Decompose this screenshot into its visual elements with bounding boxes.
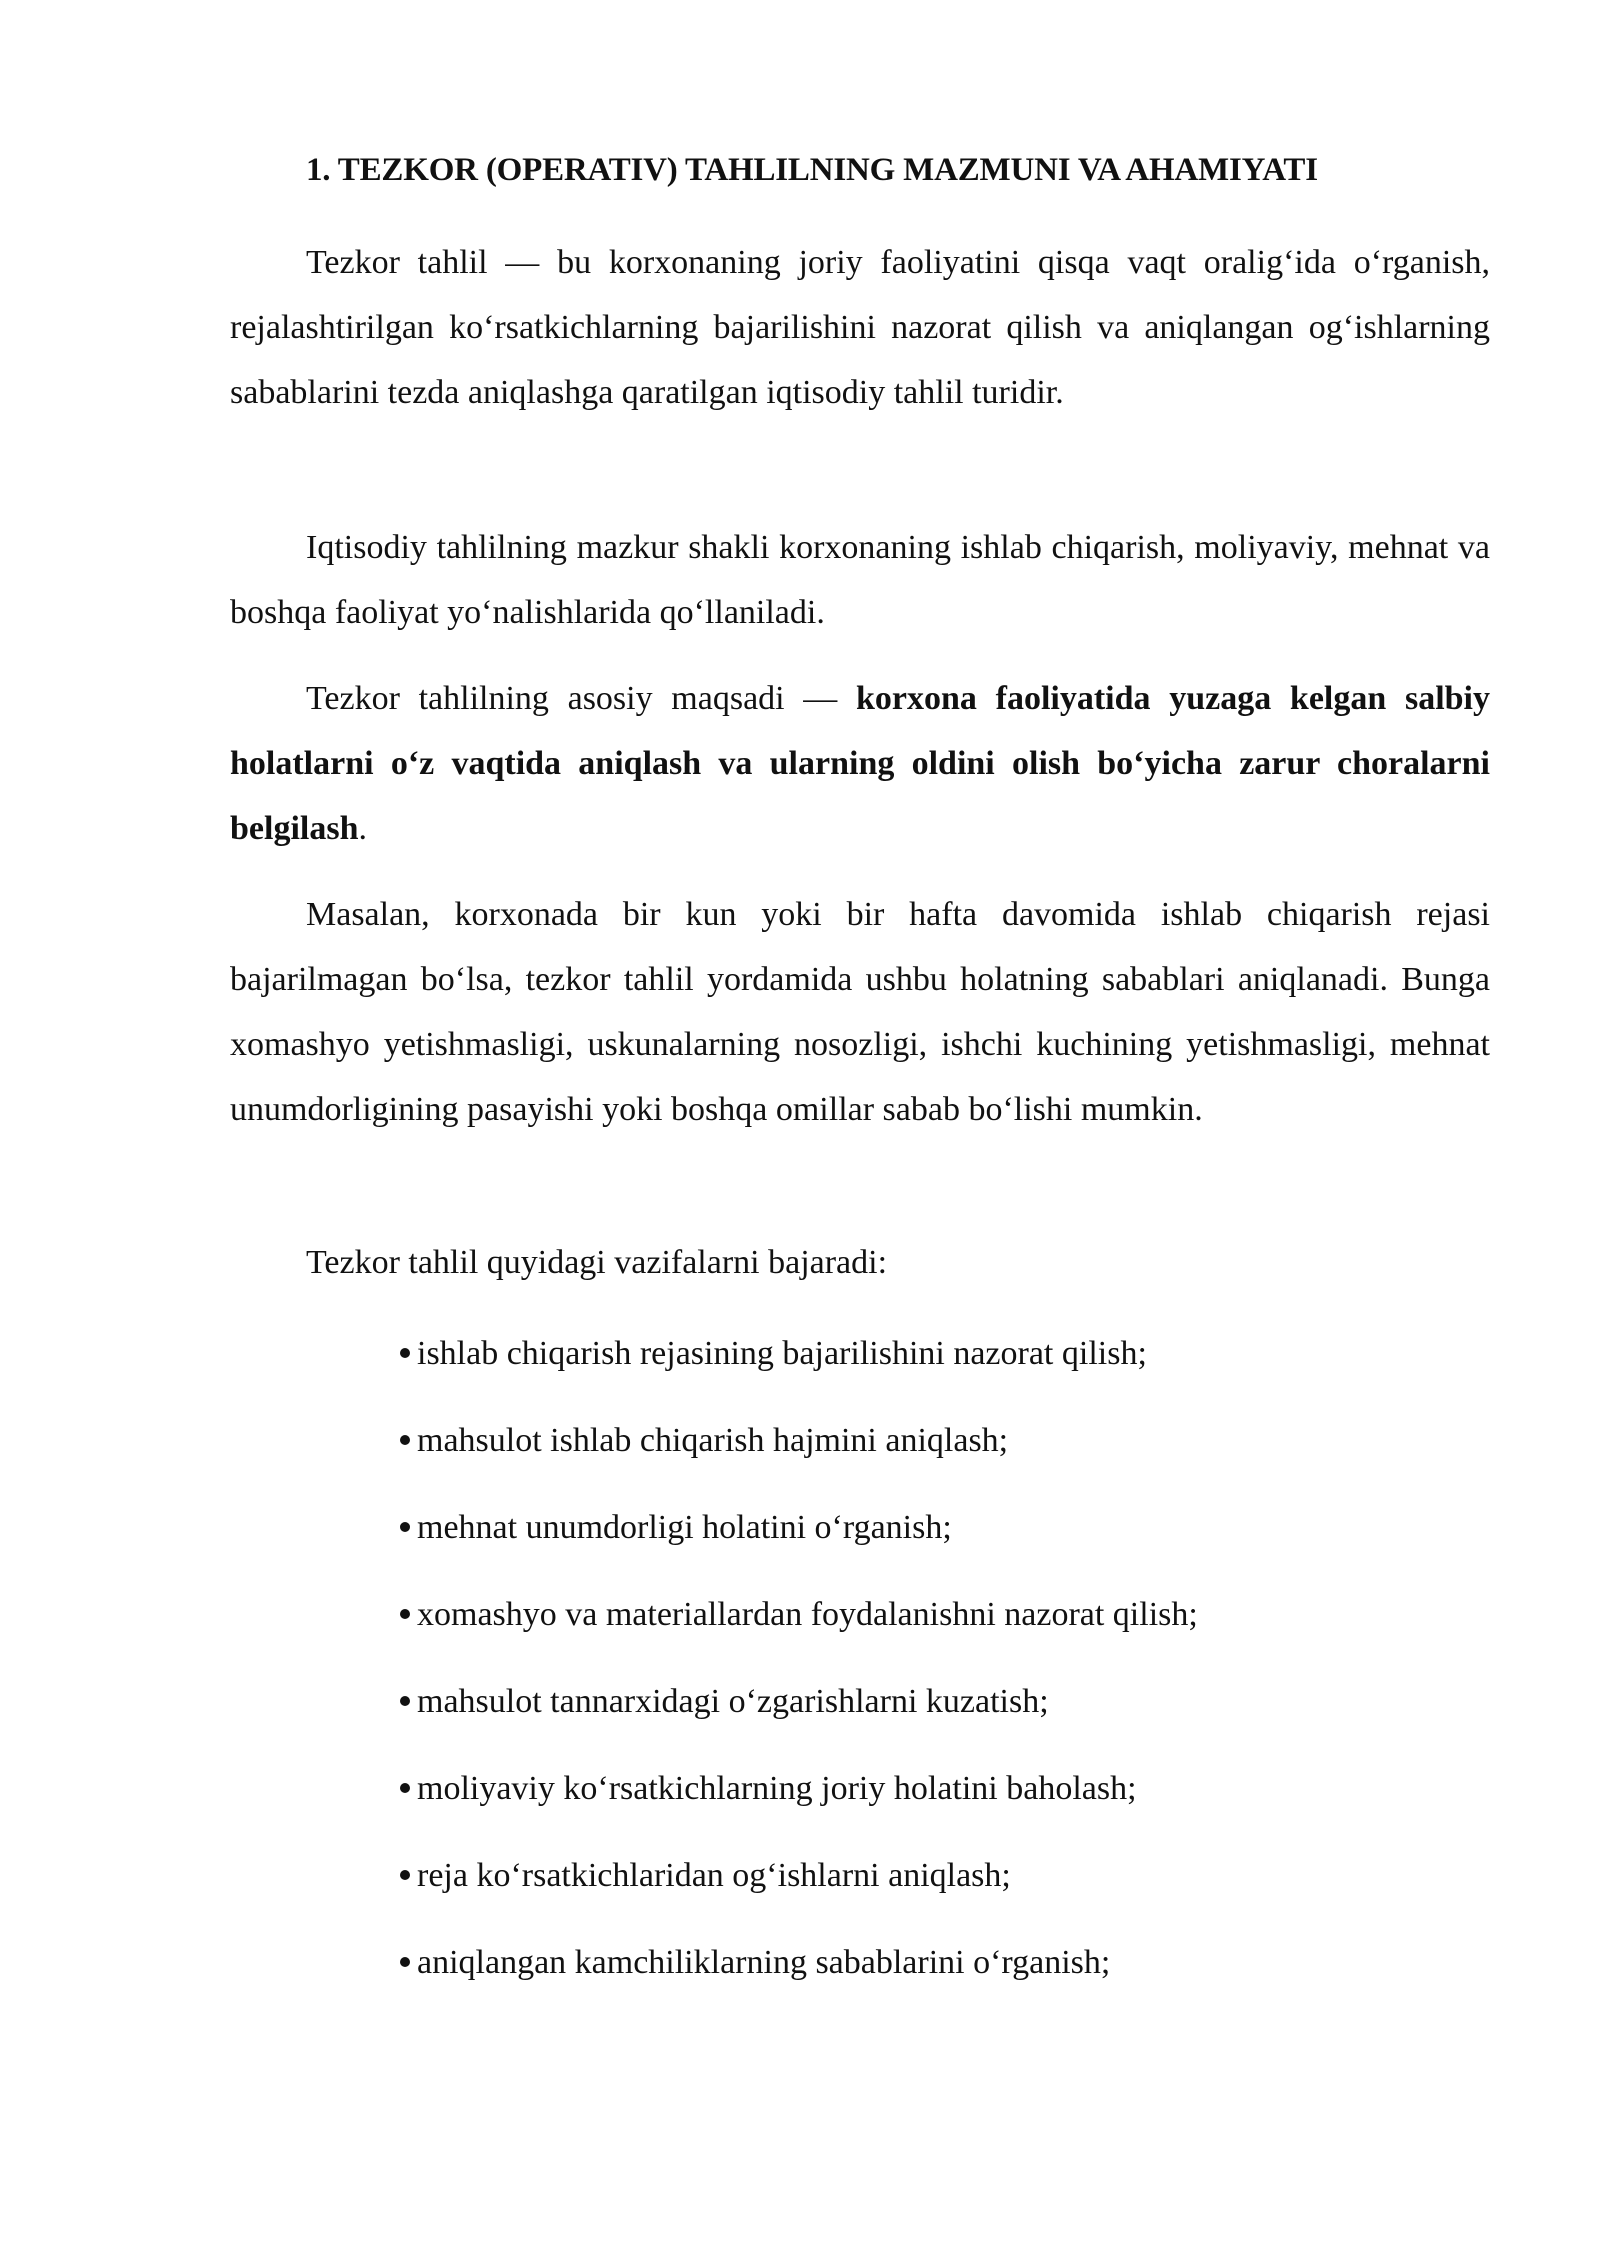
list-item-text: mahsulot tannarxidagi o‘zgarishlarni kuzatish; — [417, 1683, 1049, 1720]
list-item — [400, 1832, 1198, 1919]
bullet-icon — [400, 1522, 410, 1532]
paragraph-purpose — [230, 666, 1490, 861]
paragraph-application: Iqtisodiy tahlilning mazkur shakli korxonaning ishlab chiqarish, moliyaviy, mehnat va boshqa faoliyat yo‘nalishlarida qo‘llaniladi. — [230, 529, 1490, 631]
list-item — [400, 1397, 1198, 1484]
purpose-intro: Tezkor tahlilning asosiy maqsadi — — [306, 680, 857, 717]
bullet-icon — [400, 1696, 410, 1706]
list-item-text: mahsulot ishlab chiqarish hajmini aniqlash; — [417, 1422, 1009, 1459]
paragraph-tasks-intro: Tezkor tahlil quyidagi vazifalarni bajaradi: — [306, 1244, 888, 1281]
list-item — [400, 1571, 1198, 1658]
tasks-list — [400, 1310, 1198, 2006]
list-item-text: ishlab chiqarish rejasining bajarilishini nazorat qilish; — [417, 1335, 1147, 1372]
section-heading: 1. TEZKOR (OPERATIV) TAHLILNING MAZMUNI VA AHAMIYATI — [306, 152, 1318, 188]
bullet-icon — [400, 1348, 410, 1358]
list-item — [400, 1484, 1198, 1571]
list-item-text: moliyaviy ko‘rsatkichlarning joriy holatini baholash; — [417, 1770, 1137, 1807]
list-item-text: reja ko‘rsatkichlaridan og‘ishlarni aniqlash; — [417, 1857, 1011, 1894]
bullet-icon — [400, 1957, 410, 1967]
bullet-icon — [400, 1435, 410, 1445]
bullet-icon — [400, 1783, 410, 1793]
purpose-end: . — [358, 810, 367, 847]
list-item-text: xomashyo va materiallardan foydalanishni nazorat qilish; — [417, 1596, 1198, 1633]
list-item — [400, 1658, 1198, 1745]
bullet-icon — [400, 1609, 410, 1619]
list-item — [400, 1310, 1198, 1397]
purpose-bold-text: korxona faoliyatida yuzaga kelgan salbiy holatlarni o‘z vaqtida aniqlash va ularning oldini olish bo‘yicha zarur choralarni belgilash — [230, 680, 1490, 847]
list-item — [400, 1745, 1198, 1832]
list-item-text: mehnat unumdorligi holatini o‘rganish; — [417, 1509, 952, 1546]
paragraph-example: Masalan, korxonada bir kun yoki bir hafta davomida ishlab chiqarish rejasi bajarilmagan bo‘lsa, tezkor tahlil yordamida ushbu holatning sabablari aniqlanadi. Bunga xomashyo yetishmasligi, uskunalarning nosozligi, ishchi kuchining yetishmasligi, mehnat unumdorligining pasayishi yoki boshqa omillar sabab bo‘lishi mumkin. — [230, 896, 1490, 1128]
bullet-icon — [400, 1870, 410, 1880]
list-item — [400, 1919, 1198, 2006]
list-item-text: aniqlangan kamchiliklarning sabablarini o‘rganish; — [417, 1944, 1111, 1981]
paragraph-definition: Tezkor tahlil — bu korxonaning joriy faoliyatini qisqa vaqt oralig‘ida o‘rganish, rejalashtirilgan ko‘rsatkichlarning bajarilishini nazorat qilish va aniqlangan og‘ishlarning sabablarini tezda aniqlashga qaratilgan iqtisodiy tahlil turidir. — [230, 244, 1490, 411]
